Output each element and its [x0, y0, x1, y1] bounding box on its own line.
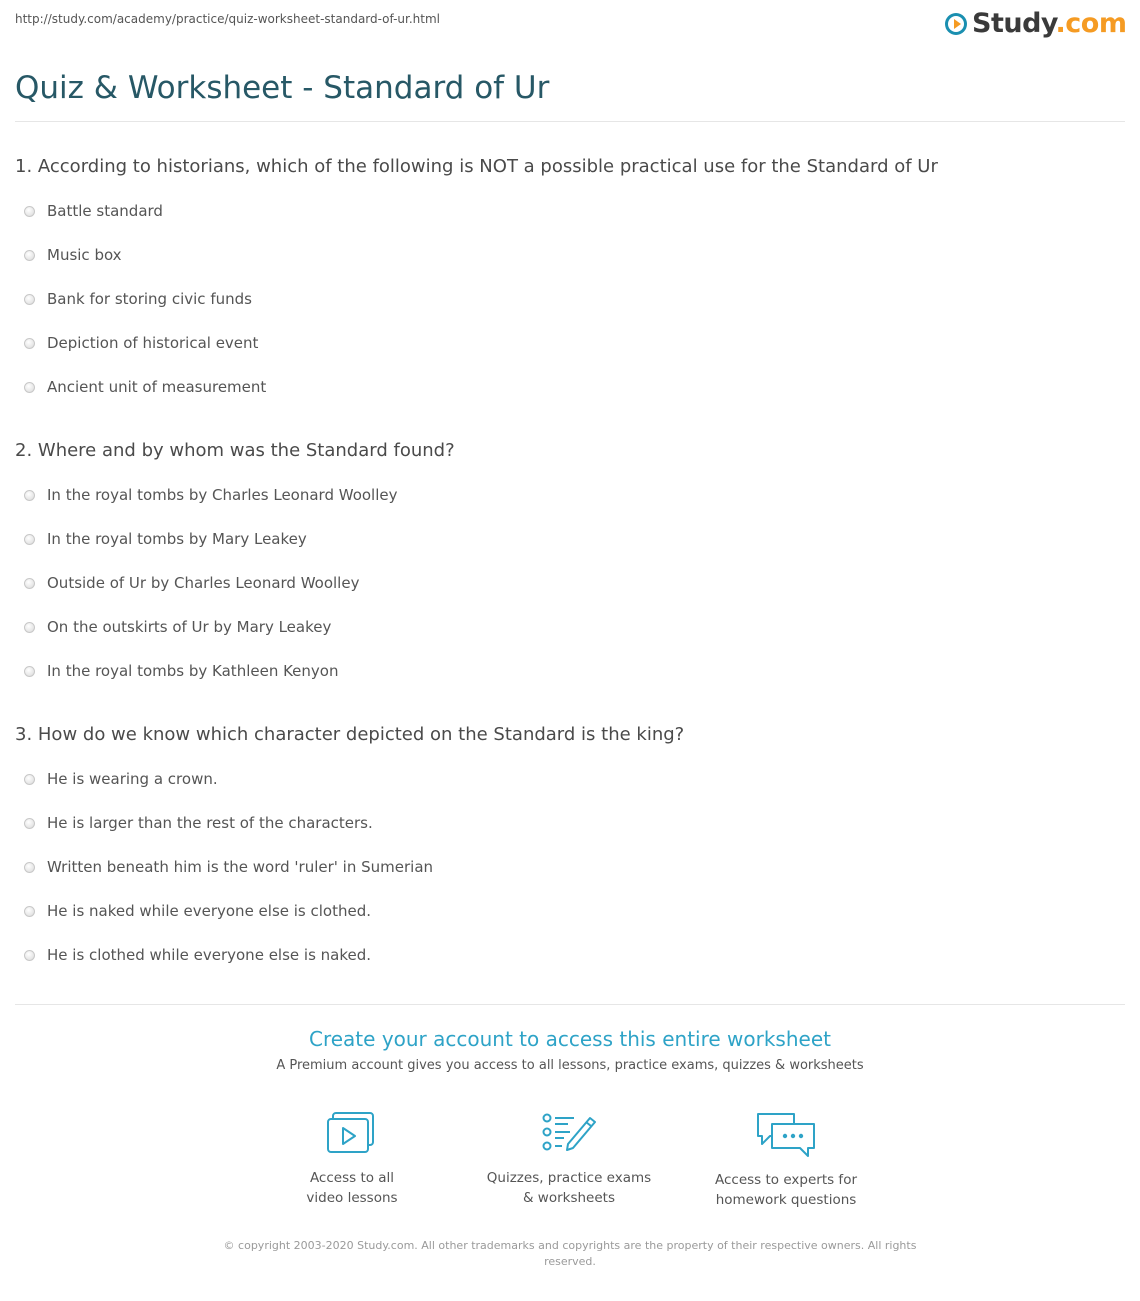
page-url: http://study.com/academy/practice/quiz-worksheet-standard-of-ur.html: [15, 12, 441, 26]
study-logo[interactable]: [945, 9, 1126, 39]
copyright-line1: © copyright 2003-2020 Study.com. All other trademarks and copyrights are the property of their respective owners. All rights: [223, 1239, 917, 1252]
feature-video-lessons: [252, 1110, 452, 1208]
create-account-link[interactable]: Create your account to access this entire worksheet: [309, 1027, 831, 1051]
answer-text: He is wearing a crown.: [47, 770, 218, 788]
answer-choice[interactable]: [15, 277, 1125, 321]
answer-choice[interactable]: [15, 189, 1125, 233]
question-1: [15, 155, 1125, 409]
radio-button[interactable]: [24, 490, 35, 501]
feature-label-line2: homework questions: [715, 1192, 857, 1208]
feature-quizzes: [469, 1110, 669, 1208]
section-divider: [15, 1004, 1125, 1005]
copyright-footer: [200, 1238, 940, 1270]
question-title: 2. Where and by whom was the Standard found?: [15, 440, 455, 461]
feature-label-line1: Quizzes, practice exams: [486, 1170, 652, 1186]
answer-choice[interactable]: [15, 757, 1125, 801]
answer-choices: [15, 757, 1125, 977]
logo-text: Study: [972, 8, 1056, 39]
answer-choice[interactable]: [15, 889, 1125, 933]
premium-description: A Premium account gives you access to all lessons, practice exams, quizzes & worksheets: [276, 1058, 864, 1073]
question-2: [15, 439, 1125, 693]
radio-button[interactable]: [24, 906, 35, 917]
radio-button[interactable]: [24, 666, 35, 677]
feature-experts: [686, 1110, 886, 1210]
answer-text: In the royal tombs by Kathleen Kenyon: [47, 662, 339, 680]
answer-text: Ancient unit of measurement: [47, 378, 267, 396]
radio-button[interactable]: [24, 774, 35, 785]
radio-button[interactable]: [24, 338, 35, 349]
answer-choice[interactable]: [15, 649, 1125, 693]
answer-text: In the royal tombs by Mary Leakey: [47, 530, 307, 548]
radio-button[interactable]: [24, 950, 35, 961]
answer-text: Outside of Ur by Charles Leonard Woolley: [47, 574, 360, 592]
radio-button[interactable]: [24, 382, 35, 393]
answer-choice[interactable]: [15, 845, 1125, 889]
answer-choice[interactable]: [15, 801, 1125, 845]
answer-choices: [15, 189, 1125, 409]
answer-text: Written beneath him is the word 'ruler' in Sumerian: [47, 858, 434, 876]
answer-text: Bank for storing civic funds: [47, 290, 252, 308]
radio-button[interactable]: [24, 534, 35, 545]
radio-button[interactable]: [24, 862, 35, 873]
answer-text: In the royal tombs by Charles Leonard Woolley: [47, 486, 398, 504]
radio-button[interactable]: [24, 578, 35, 589]
answer-text: Music box: [47, 246, 122, 264]
answer-text: Depiction of historical event: [47, 334, 259, 352]
answer-choices: [15, 473, 1125, 693]
question-title: 3. How do we know which character depicted on the Standard is the king?: [15, 724, 685, 745]
radio-button[interactable]: [24, 818, 35, 829]
question-3: [15, 723, 1125, 977]
answer-choice[interactable]: [15, 933, 1125, 977]
play-logo-icon: [945, 13, 967, 35]
answer-choice[interactable]: [15, 517, 1125, 561]
answer-text: He is larger than the rest of the characters.: [47, 814, 373, 832]
question-title: 1. According to historians, which of the following is NOT a possible practical use for the Standard of Ur: [15, 156, 938, 177]
feature-label-line1: Access to experts for: [714, 1172, 857, 1188]
answer-choice[interactable]: [15, 321, 1125, 365]
answer-text: Battle standard: [47, 202, 163, 220]
video-lessons-icon: [324, 1110, 380, 1158]
answer-choice[interactable]: [15, 561, 1125, 605]
radio-button[interactable]: [24, 206, 35, 217]
answer-text: He is clothed while everyone else is naked.: [47, 946, 372, 964]
radio-button[interactable]: [24, 294, 35, 305]
radio-button[interactable]: [24, 250, 35, 261]
chat-bubbles-icon: [754, 1110, 818, 1160]
answer-choice[interactable]: [15, 365, 1125, 409]
answer-choice[interactable]: [15, 233, 1125, 277]
answer-choice[interactable]: [15, 605, 1125, 649]
radio-button[interactable]: [24, 622, 35, 633]
answer-text: He is naked while everyone else is clothed.: [47, 902, 372, 920]
copyright-line2: reserved.: [544, 1255, 596, 1268]
answer-choice[interactable]: [15, 473, 1125, 517]
quiz-checklist-icon: [540, 1110, 598, 1158]
page-title: Quiz & Worksheet - Standard of Ur: [15, 70, 550, 106]
answer-text: On the outskirts of Ur by Mary Leakey: [47, 618, 332, 636]
feature-label-line2: video lessons: [306, 1190, 398, 1206]
logo-suffix: .com: [1055, 8, 1127, 39]
title-divider: [15, 121, 1125, 122]
feature-label-line1: Access to all: [309, 1170, 395, 1186]
feature-label-line2: & worksheets: [522, 1190, 615, 1206]
